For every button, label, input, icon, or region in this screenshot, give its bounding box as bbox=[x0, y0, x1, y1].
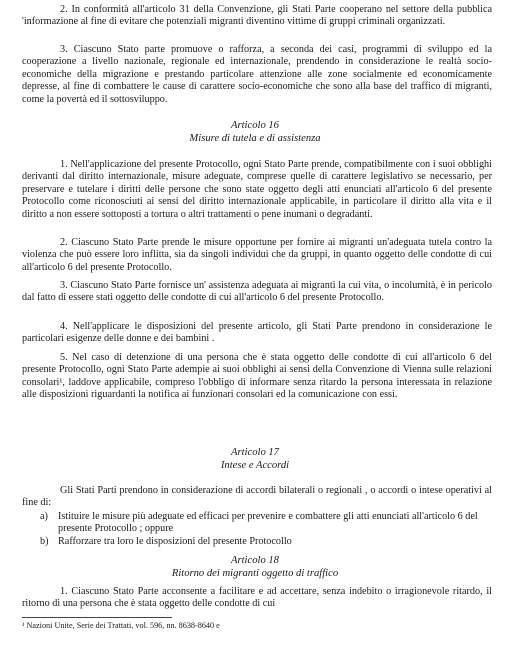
list-item-label: b) bbox=[40, 535, 49, 547]
footnote-separator bbox=[22, 617, 172, 618]
article-18-paragraph-1: 1. Ciascuno Stato Parte acconsente a facilitare e ad accettare, senza indebito o irragionevole ritardo, il ritorno di una persona che è stata oggetto delle condotte di cui bbox=[22, 586, 492, 610]
list-item-text: Rafforzare tra loro le disposizioni del presente Protocollo bbox=[58, 535, 292, 547]
article-16-paragraph-1: 1. Nell'applicazione del presente Protocollo, ogni Stato Parte prende, compatibilmente con i suoi obblighi derivanti dal diritto internazionale, misure adeguate, comprese quelle di carattere legislativo se necessario, per preservare e tutelare i diritti delle persone che sono state oggetto degli atti enunciati all'articolo 6 del presente Protocollo come riconosciuti ai sensi del diritto internazionale applicabile, in particolare il diritto alla vita e il diritto a non essere sottoposti a tortura o altri trattamenti o pene inumani o degradanti. bbox=[22, 159, 492, 220]
list-item bbox=[40, 511, 490, 536]
list-item-text: Istituire le misure più adeguate ed efficaci per prevenire e combattere gli atti enunciati all'articolo 6 del presente Protocollo ; oppure bbox=[58, 511, 478, 535]
article-18-subtitle: Ritorno dei migranti oggetto di traffico bbox=[171, 568, 339, 579]
article-16-paragraph-3: 3. Ciascuno Stato Parte fornisce un' assistenza adeguata ai migranti la cui vita, o incolumità, è in pericolo dal fatto di essere stati oggetto delle condotte di cui all'articolo 6 del presente Protocollo. bbox=[22, 280, 492, 304]
article-16-subtitle: Misure di tutela e di assistenza bbox=[189, 133, 321, 144]
footnote: ¹ Nazioni Unite, Serie dei Trattati, vol. 596, nn. 8638-8640 e bbox=[22, 621, 220, 630]
article-16-paragraph-5: 5. Nel caso di detenzione di una persona che è stata oggetto delle condotte di cui all'articolo 6 del presente Protocollo, ogni Stato Parte adempie ai suoi obblighi ai sensi della Convenzione di Vienna sulle relazioni consolari¹, laddove applicabile, compreso l'obbligo di informare senza ritardo la persona interessata in relazione alle disposizioni riguardanti la notifica ai funzionari consolari ed la comunicazione con essi. bbox=[22, 352, 492, 401]
list-item bbox=[40, 536, 490, 548]
article-18-title: Articolo 18 bbox=[231, 555, 279, 566]
article-16-paragraph-2: 2. Ciascuno Stato Parte prende le misure opportune per fornire ai migranti un'adeguata tutela contro la violenza che può essere loro inflitta, sia da singoli individui che da gruppi, in quanto oggetto delle condotte di cui all'articolo 6 del presente Protocollo. bbox=[22, 237, 492, 273]
list-item-label: a) bbox=[40, 511, 48, 522]
article-17-intro: Gli Stati Parti prendono in considerazione di accordi bilaterali o regionali , o accordi o intese operativi al fine di: bbox=[22, 485, 492, 509]
paragraph-3: 3. Ciascuno Stato parte promuove o rafforza, a seconda dei casi, programmi di sviluppo ed la cooperazione a livello nazionale, regionale ed internazionale, prendendo in considerazione le realtà socio-economiche della migrazione e prestando particolare attenzione alle zone socialmente ed economicamente depresse, al fine di combattere le cause di carattere socio-economiche che sono alla base del traffico di migranti, come la povertà ed il sottosviluppo. bbox=[22, 44, 492, 105]
article-17-title: Articolo 17 bbox=[231, 447, 279, 458]
article-16-title: Articolo 16 bbox=[231, 120, 279, 131]
paragraph-2: 2. In conformità all'articolo 31 della Convenzione, gli Stati Parte cooperano nel settore della pubblica 'informazione al fine di evitare che potenziali migranti diventino vittime di gruppi criminali organizzati. bbox=[22, 4, 492, 28]
article-17-list bbox=[40, 511, 490, 548]
article-16-paragraph-4: 4. Nell'applicare le disposizioni del presente articolo, gli Stati Parte prendono in considerazione le particolari esigenze delle donne e dei bambini . bbox=[22, 321, 492, 345]
article-17-subtitle: Intese e Accordi bbox=[220, 460, 290, 471]
